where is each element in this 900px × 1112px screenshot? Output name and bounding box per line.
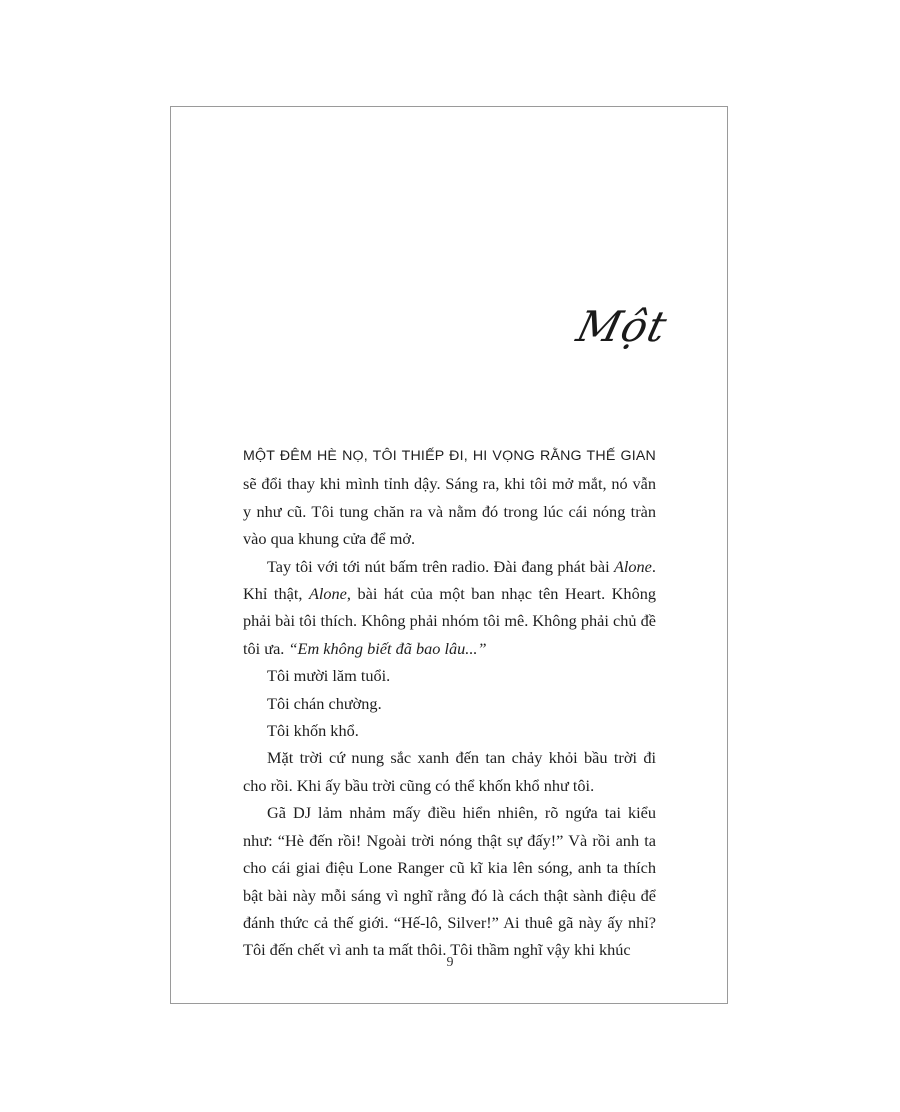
paragraph-2	[243, 553, 656, 663]
lyric-quote-italic: “Em không biết đã bao lâu...”	[288, 638, 487, 658]
paragraph-1-text: sẽ đổi thay khi mình tỉnh dậy. Sáng ra, khi tôi mở mắt, nó vẫn y như cũ. Tôi tung chăn ra và nằm đó trong lúc cái nóng tràn vào qua khung cửa để mở.	[243, 474, 656, 549]
paragraph-1	[243, 441, 656, 553]
paragraph-5: Tôi khốn khổ.	[267, 721, 359, 741]
paragraph-2-text-c: . Khỉ thật,	[243, 556, 656, 604]
paragraph-6: Mặt trời cứ nung sắc xanh đến tan chảy khỏi bầu trời đi cho rồi. Khi ấy bầu trời cũng có thể khốn khổ như tôi.	[243, 748, 656, 795]
paragraph-lead-caps: MỘT ĐÊM HÈ NỌ, TÔI THIẾP ĐI, HI VỌNG RẰNG THẾ GIAN	[243, 448, 656, 464]
paragraph-2-text-a: Tay tôi với tới nút bấm trên radio. Đài đang phát bài	[267, 556, 614, 576]
song-title-italic: Alone	[613, 556, 652, 576]
paragraph-2-text-e: , bài hát của một ban nhạc tên Heart. Không phải bài tôi thích. Không phải nhóm tôi mê. Không phải chủ đề tôi ưa.	[243, 584, 656, 658]
chapter-title: Một	[572, 302, 673, 351]
song-title-italic: Alone	[308, 584, 347, 604]
paragraph-3: Tôi mười lăm tuổi.	[267, 666, 391, 686]
paragraph-4: Tôi chán chường.	[267, 693, 382, 713]
body-text	[243, 441, 656, 964]
page-number: 9	[446, 955, 454, 970]
paragraph-7: Gã DJ lảm nhảm mấy điều hiển nhiên, rõ ngứa tai kiểu như: “Hè đến rồi! Ngoài trời nóng thật sự đấy!” Và rồi anh ta cho cái giai điệu Lone Ranger cũ kĩ kia lên sóng, anh ta thích bật bài này mỗi sáng vì nghĩ rằng đó là cách thật sành điệu để đánh thức cả thế giới. “Hế-lô, Silver!” Ai thuê gã này ấy nhỉ? Tôi đến chết vì anh ta mất thôi. Tôi thầm nghĩ vậy khi khúc	[243, 803, 656, 960]
